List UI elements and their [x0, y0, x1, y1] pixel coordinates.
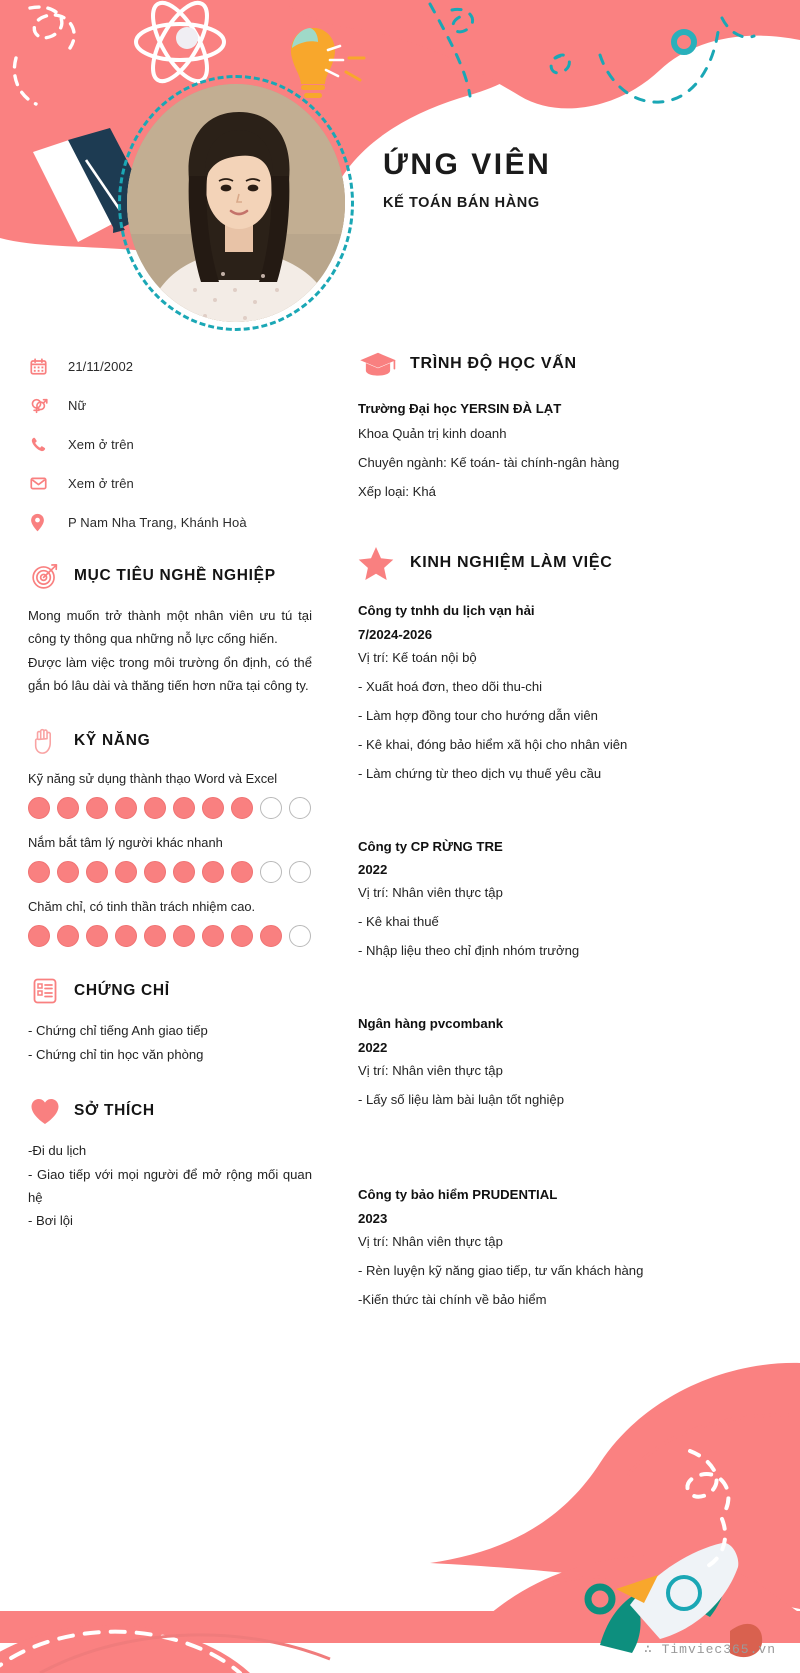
section-header-certificates — [28, 977, 312, 1005]
experience-date: 2023 — [358, 1210, 388, 1226]
skill-rating — [28, 925, 312, 947]
objective-line-1: Mong muốn trở thành một nhân viên ưu tú tại công ty thông qua những nỗ lực cống hiến. — [28, 608, 312, 647]
contact-row-gender — [28, 395, 312, 415]
education-faculty: Khoa Quản trị kinh doanh — [358, 425, 507, 441]
section-title: KỸ NĂNG — [74, 732, 151, 750]
calendar-icon — [30, 358, 56, 375]
skill-rating — [28, 861, 312, 883]
experience-bullet: - Rèn luyện kỹ năng giao tiếp, tư vấn khách hàng — [358, 1262, 644, 1278]
skill-label: Nắm bắt tâm lý người khác nhanh — [28, 835, 223, 851]
certificate-item: - Chứng chỉ tiếng Anh giao tiếp — [28, 1023, 208, 1039]
hand-icon — [28, 727, 62, 755]
contact-list — [28, 356, 312, 532]
skill-rating — [28, 797, 312, 819]
contact-row-email — [28, 473, 312, 493]
heart-icon — [28, 1098, 62, 1125]
target-icon — [28, 562, 62, 590]
hobby-item: - Bơi lội — [28, 1213, 73, 1229]
contact-value: Xem ở trên — [68, 475, 134, 491]
section-title: CHỨNG CHỈ — [74, 982, 170, 1000]
experience-company: Công ty tnhh du lịch vạn hải — [358, 602, 535, 618]
education-major: Chuyên ngành: Kế toán- tài chính-ngân hàng — [358, 454, 620, 470]
education-grade: Xếp loại: Khá — [358, 483, 436, 499]
skill-label: Kỹ năng sử dụng thành thạo Word và Excel — [28, 771, 278, 787]
education-school: Trường Đại học YERSIN ĐÀ LẠT — [358, 401, 562, 416]
experience-date: 2022 — [358, 1040, 388, 1056]
email-icon — [30, 475, 56, 492]
location-icon — [30, 513, 56, 532]
spacer — [358, 794, 766, 838]
spacer — [358, 1120, 766, 1186]
experience-company: Công ty bảo hiểm PRUDENTIAL — [358, 1187, 558, 1203]
experience-company: Công ty CP RỪNG TRE — [358, 838, 503, 854]
graduation-cap-icon — [358, 350, 404, 378]
education-entry — [358, 400, 766, 502]
footer-background-art — [0, 1343, 800, 1673]
section-header-experience — [358, 546, 766, 580]
section-header-hobbies — [28, 1098, 312, 1125]
cv-body — [0, 344, 800, 1320]
experience-entry — [358, 1015, 766, 1110]
section-title: SỞ THÍCH — [74, 1102, 155, 1120]
left-column — [0, 344, 340, 1320]
experience-date: 2022 — [358, 862, 388, 878]
contact-value: P Nam Nha Trang, Khánh Hoà — [68, 514, 247, 530]
contact-row-birthdate — [28, 356, 312, 376]
contact-value: Xem ở trên — [68, 436, 134, 452]
section-header-education — [358, 350, 766, 378]
experience-company: Ngân hàng pvcombank — [358, 1016, 504, 1032]
contact-value: 21/11/2002 — [68, 358, 134, 374]
checklist-icon — [28, 977, 62, 1005]
avatar-image — [127, 84, 345, 322]
experience-bullet: - Lấy số liệu làm bài luận tốt nghiệp — [358, 1092, 564, 1108]
skill-item — [28, 835, 312, 883]
skill-item — [28, 771, 312, 819]
name-block — [383, 148, 551, 211]
section-header-skills — [28, 727, 312, 755]
footer-decoration — [0, 1343, 800, 1673]
right-column — [340, 344, 800, 1320]
experience-bullet: - Làm chứng từ theo dịch vụ thuế yêu cầu — [358, 765, 602, 781]
skill-label: Chăm chỉ, có tinh thần trách nhiệm cao. — [28, 899, 256, 915]
experience-date: 7/2024-2026 — [358, 626, 433, 642]
section-title: TRÌNH ĐỘ HỌC VẤN — [410, 355, 577, 372]
skill-item — [28, 899, 312, 947]
contact-row-phone — [28, 434, 312, 454]
experience-bullet: - Nhập liệu theo chỉ định nhóm trưởng — [358, 943, 580, 959]
experience-position: Vị trí: Nhân viên thực tập — [358, 1063, 503, 1079]
experience-entry — [358, 838, 766, 962]
experience-position: Vị trí: Nhân viên thực tập — [358, 1233, 503, 1249]
watermark-brand: ∴ Timviec365.vn — [643, 1642, 776, 1657]
experience-entry — [358, 602, 766, 784]
page-title: ỨNG VIÊN — [383, 148, 552, 181]
experience-bullet: - Kê khai thuế — [358, 914, 439, 930]
avatar — [118, 75, 354, 331]
job-title: KẾ TOÁN BÁN HÀNG — [383, 195, 540, 211]
hobby-item: -Đi du lịch — [28, 1142, 87, 1158]
experience-bullet: -Kiến thức tài chính về bảo hiểm — [358, 1291, 547, 1307]
spacer — [358, 971, 766, 1015]
objective-line-2: Được làm việc trong môi trường ổn định, có thể gắn bó lâu dài và thăng tiến hơn nữa tại công ty. — [28, 654, 312, 693]
certificate-item: - Chứng chỉ tin học văn phòng — [28, 1047, 204, 1063]
section-title: MỤC TIÊU NGHỀ NGHIỆP — [74, 567, 276, 584]
section-header-objective — [28, 562, 312, 590]
experience-bullet: - Xuất hoá đơn, theo dõi thu-chi — [358, 678, 543, 694]
gender-icon — [30, 396, 56, 414]
section-title: KINH NGHIỆM LÀM VIỆC — [410, 553, 613, 571]
contact-value: Nữ — [68, 397, 87, 413]
experience-bullet: - Kê khai, đóng bảo hiểm xã hội cho nhân viên — [358, 736, 628, 752]
contact-row-address — [28, 512, 312, 532]
experience-position: Vị trí: Nhân viên thực tập — [358, 885, 503, 901]
header-decoration — [0, 0, 800, 340]
star-icon — [358, 546, 404, 580]
experience-bullet: - Làm hợp đồng tour cho hướng dẫn viên — [358, 707, 598, 723]
experience-entry — [358, 1186, 766, 1310]
hobby-item: - Giao tiếp với mọi người để mở rộng mối quan hệ — [28, 1166, 312, 1206]
phone-icon — [30, 436, 56, 453]
experience-position: Vị trí: Kế toán nội bộ — [358, 649, 477, 665]
